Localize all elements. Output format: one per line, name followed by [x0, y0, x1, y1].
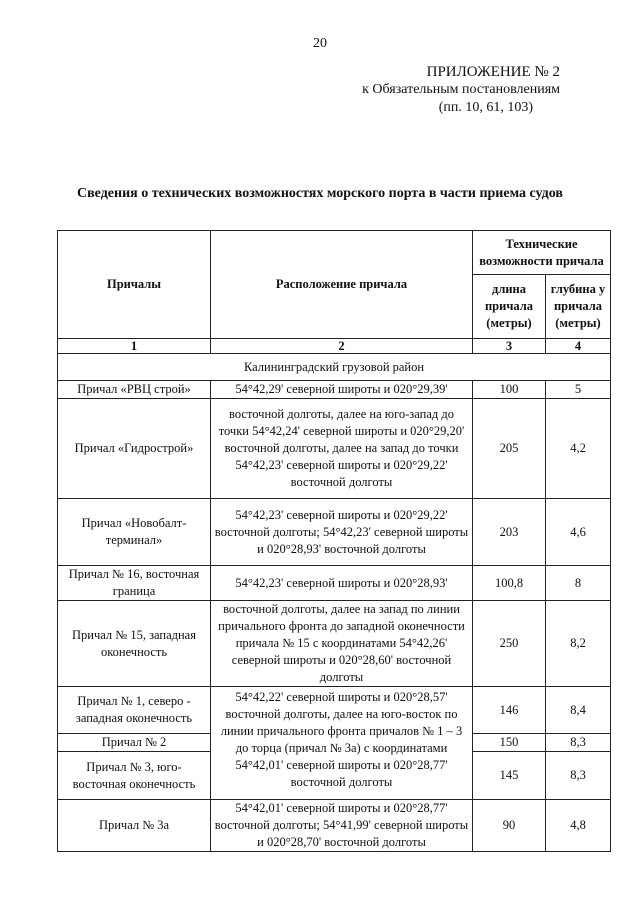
col-number: 4 — [546, 339, 611, 354]
berth-location: 54°42,22' северной широты и 020°28,57' восточной долготы, далее на юго-восток по линии причального фронта причалов № 1 – 3 до торца (причал № 3а) с координатами 54°42,01' северной широты и 020°28,77' восточной долготы — [211, 687, 473, 800]
berth-depth: 8 — [546, 566, 611, 601]
berths-table — [57, 230, 611, 852]
table-header-row — [58, 231, 611, 275]
berth-name: Причал № 3а — [58, 800, 211, 852]
table-row — [58, 499, 611, 566]
header-berths: Причалы — [58, 231, 211, 339]
col-number: 2 — [211, 339, 473, 354]
region-name: Калининградский грузовой район — [58, 354, 611, 381]
berth-location: восточной долготы, далее на юго-запад до точки 54°42,24' северной широты и 020°29,20' восточной долготы, далее на запад до точки 54°42,23' северной широты и 020°29,22' восточной долготы — [211, 399, 473, 499]
berth-depth: 5 — [546, 381, 611, 399]
table-row — [58, 399, 611, 499]
header-depth: глубина у причала (метры) — [546, 275, 611, 339]
header-location: Расположение причала — [211, 231, 473, 339]
berth-depth: 8,3 — [546, 752, 611, 800]
berth-depth: 4,6 — [546, 499, 611, 566]
berth-length: 203 — [473, 499, 546, 566]
page-number: 20 — [313, 36, 327, 51]
document-title: Сведения о технических возможностях морского порта в части приема судов — [77, 186, 563, 201]
berth-name: Причал № 1, северо - западная оконечность — [58, 687, 211, 734]
table-row — [58, 687, 611, 734]
table-row — [58, 800, 611, 852]
appendix-subtitle: к Обязательным постановлениям — [362, 82, 560, 97]
header-tech-capabilities: Технические возможности причала — [473, 231, 611, 275]
appendix-references: (пп. 10, 61, 103) — [438, 100, 533, 115]
berth-name: Причал «Новобалт-терминал» — [58, 499, 211, 566]
berth-location: 54°42,23' северной широты и 020°28,93' — [211, 566, 473, 601]
berth-location: восточной долготы, далее на запад по линии причального фронта до западной оконечности причала № 15 с координатами 54°42,26' северной широты и 020°28,60' восточной долготы — [211, 601, 473, 687]
berth-depth: 4,8 — [546, 800, 611, 852]
berth-depth: 8,3 — [546, 734, 611, 752]
berth-location: 54°42,01' северной широты и 020°28,77' восточной долготы; 54°41,99' северной широты и 020°28,70' восточной долготы — [211, 800, 473, 852]
appendix-title: ПРИЛОЖЕНИЕ № 2 — [426, 64, 560, 80]
table-row — [58, 381, 611, 399]
berth-length: 100,8 — [473, 566, 546, 601]
table-row — [58, 566, 611, 601]
table-row — [58, 601, 611, 687]
berth-location: 54°42,29' северной широты и 020°29,39' — [211, 381, 473, 399]
berth-depth: 8,2 — [546, 601, 611, 687]
berth-length: 100 — [473, 381, 546, 399]
col-number: 3 — [473, 339, 546, 354]
berth-depth: 8,4 — [546, 687, 611, 734]
region-row — [58, 354, 611, 381]
berth-location: 54°42,23' северной широты и 020°29,22' восточной долготы; 54°42,23' северной широты и 020°28,93' восточной долготы — [211, 499, 473, 566]
berth-name: Причал № 15, западная оконечность — [58, 601, 211, 687]
berth-name: Причал «РВЦ строй» — [58, 381, 211, 399]
berth-name: Причал «Гидрострой» — [58, 399, 211, 499]
berth-length: 90 — [473, 800, 546, 852]
berth-length: 150 — [473, 734, 546, 752]
berth-length: 145 — [473, 752, 546, 800]
col-number: 1 — [58, 339, 211, 354]
berth-length: 146 — [473, 687, 546, 734]
berth-length: 205 — [473, 399, 546, 499]
berth-length: 250 — [473, 601, 546, 687]
berth-name: Причал № 2 — [58, 734, 211, 752]
column-number-row — [58, 339, 611, 354]
berth-depth: 4,2 — [546, 399, 611, 499]
berth-name: Причал № 3, юго-восточная оконечность — [58, 752, 211, 800]
header-length: длина причала (метры) — [473, 275, 546, 339]
berth-name: Причал № 16, восточная граница — [58, 566, 211, 601]
